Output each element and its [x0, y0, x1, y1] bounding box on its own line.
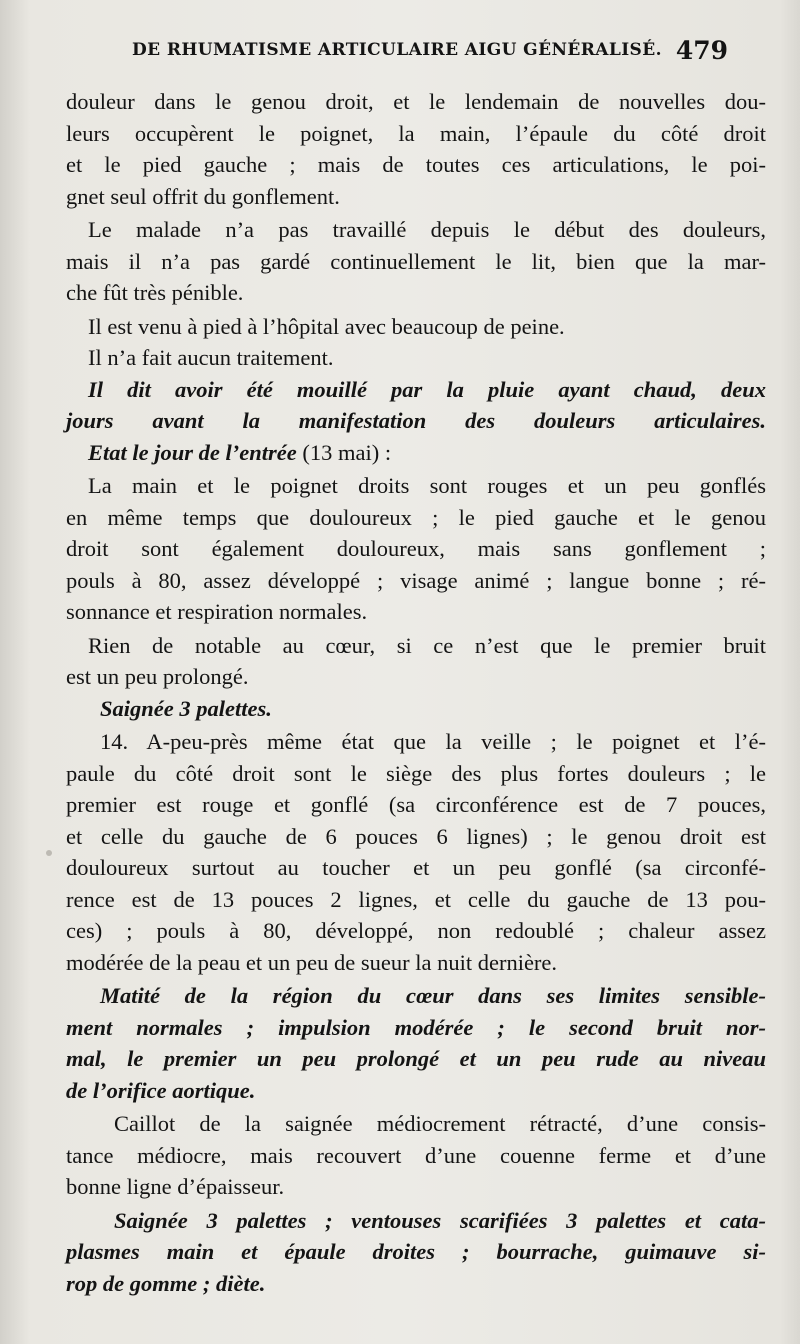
- text-line: La main et le poignet droits sont rouges et un peu gonflés: [88, 473, 766, 498]
- text-line: Il est venu à pied à l’hôpital avec beaucoup de peine.: [88, 313, 565, 339]
- text-line: rence est de 13 pouces 2 lignes, et celle du gauche de 13 pou-: [66, 886, 766, 912]
- page-number: 479: [675, 36, 728, 65]
- text-line-italic: jours avant la manifestation des douleurs articulaires.: [66, 408, 766, 433]
- entry-date: (13 mai) :: [302, 439, 392, 465]
- text-line: leurs occupèrent le poignet, la main, l’épaule du côté droit: [66, 120, 766, 146]
- text-line: douleur dans le genou droit, et le lendemain de nouvelles dou-: [66, 89, 766, 114]
- text-line: est un peu prolongé.: [66, 664, 249, 689]
- text-line-italic: Il dit avoir été mouillé par la pluie ayant chaud, deux: [88, 376, 766, 402]
- text-line: bonne ligne d’épaisseur.: [66, 1174, 285, 1199]
- text-line: droit sont également douloureux, mais sans gonflement ;: [66, 536, 766, 561]
- text-line: Caillot de la saignée médiocrement rétracté, d’une consis-: [114, 1111, 766, 1136]
- text-line: et le pied gauche ; mais de toutes ces articulations, le poi-: [66, 152, 766, 177]
- running-title: DE RHUMATISME ARTICULAIRE AIGU GÉNÉRALISÉ.: [132, 40, 662, 60]
- text-line: sonnance et respiration normales.: [66, 599, 368, 624]
- text-line: douloureux surtout au toucher et un peu gonflé (sa circonfé-: [66, 855, 766, 880]
- text-line-italic: ment normales ; impulsion modérée ; le second bruit nor-: [66, 1014, 766, 1040]
- text-line-italic: rop de gomme ; diète.: [66, 1270, 266, 1296]
- text-line: mais il n’a pas gardé continuellement le lit, bien que la mar-: [66, 248, 766, 274]
- text-line-italic: Saignée 3 palettes ; ventouses scarifiées 3 palettes et cata-: [114, 1207, 766, 1233]
- text-line: et celle du gauche de 6 pouces 6 lignes) ; le genou droit est: [66, 823, 766, 849]
- text-line: che fût très pénible.: [66, 280, 244, 305]
- paper-speck: [46, 850, 52, 856]
- text-line-italic: Matité de la région du cœur dans ses limites sensible-: [100, 983, 766, 1008]
- text-line: paule du côté droit sont le siège des plus fortes douleurs ; le: [66, 760, 766, 786]
- text-line: pouls à 80, assez développé ; visage animé ; langue bonne ; ré-: [66, 567, 766, 593]
- text-line: gnet seul offrit du gonflement.: [66, 183, 340, 209]
- text-line: Le malade n’a pas travaillé depuis le début des douleurs,: [88, 217, 766, 242]
- text-line: 14. A-peu-près même état que la veille ; le poignet et l’é-: [100, 729, 766, 754]
- text-line: en même temps que douloureux ; le pied gauche et le genou: [66, 504, 766, 530]
- text-line: premier est rouge et gonflé (sa circonférence est de 7 pouces,: [66, 792, 766, 817]
- entry-heading: Etat le jour de l’entrée: [88, 439, 297, 465]
- text-line-mixed: [66, 437, 766, 469]
- text-line: Rien de notable au cœur, si ce n’est que le premier bruit: [88, 632, 766, 658]
- text-line: ces) ; pouls à 80, développé, non redoublé ; chaleur assez: [66, 918, 766, 943]
- text-line-italic: mal, le premier un peu prolongé et un peu rude au niveau: [66, 1046, 766, 1071]
- text-line-italic: Saignée 3 palettes.: [100, 695, 272, 721]
- text-line: Il n’a fait aucun traitement.: [88, 345, 334, 370]
- text-line: tance médiocre, mais recouvert d’une couenne ferme et d’une: [66, 1142, 766, 1168]
- page-header: [100, 36, 740, 66]
- text-line: modérée de la peau et un peu de sueur la nuit dernière.: [66, 949, 558, 975]
- text-line-italic: de l’orifice aortique.: [66, 1077, 256, 1103]
- body-text: [66, 86, 766, 1299]
- text-line-italic: plasmes main et épaule droites ; bourrache, guimauve si-: [66, 1239, 766, 1264]
